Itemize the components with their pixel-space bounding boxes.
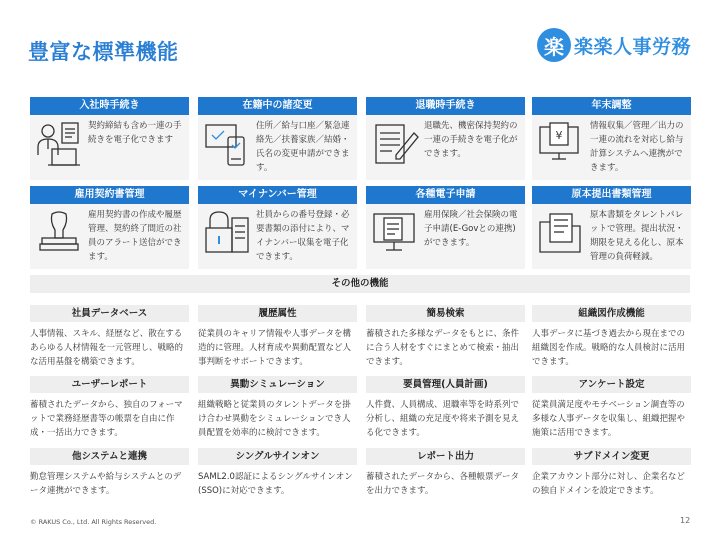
other-feature-text: 人件費、人員構成、退職率等を時系列で分析し、組織の充足度や将来予測を見える化できます。 <box>366 400 520 438</box>
brand-logo-mark: 楽 <box>537 28 571 62</box>
other-feature-title: 簡易検索 <box>366 305 525 322</box>
other-feature-text: 従業員のキャリア情報や人事データを構造的に管理。人材育成や異動配置など人事判断をサポートできます。 <box>198 329 352 367</box>
svg-text:¥: ¥ <box>555 129 563 142</box>
other-feature <box>198 305 357 369</box>
other-features-title: その他の機能 <box>30 275 690 293</box>
other-feature <box>366 448 525 498</box>
copyright-footer: © RAKUS Co., Ltd. All Rights Reserved. <box>30 518 157 526</box>
feature-title: 退職時手続き <box>366 97 525 115</box>
feature-text: 情報収集／管理／出力の一連の流れを対応し給与計算システムへ連携ができます。 <box>590 121 684 173</box>
other-feature <box>198 376 357 440</box>
feature-title: マイナンバー管理 <box>198 186 357 204</box>
feature-text: 退職先、機密保持契約の一連の手続きを電子化ができます。 <box>424 121 518 159</box>
feature-card <box>30 97 189 180</box>
feature-card <box>366 186 525 269</box>
brand-name: 楽楽人事労務 <box>574 35 692 58</box>
other-feature <box>30 376 189 440</box>
feature-card <box>532 186 691 269</box>
feature-card <box>532 97 691 180</box>
document-pen-icon <box>370 119 420 171</box>
other-feature-text: 蓄積されたデータから、独自のフォーマットで業務経歴書等の帳票を自由に作成・一括出力できます。 <box>30 400 183 438</box>
other-feature <box>532 305 691 369</box>
feature-card <box>198 97 357 180</box>
feature-title: 在籍中の諸変更 <box>198 97 357 115</box>
yen-monitor-icon <box>536 119 586 171</box>
other-feature-title: サブドメイン変更 <box>532 448 691 465</box>
feature-title: 雇用契約書管理 <box>30 186 189 204</box>
other-feature <box>532 448 691 498</box>
other-feature-text: 勤怠管理システムや給与システムとのデータ連携ができます。 <box>30 472 182 496</box>
stamp-icon <box>34 208 84 260</box>
feature-title: 各種電子申請 <box>366 186 525 204</box>
feature-text: 契約締結も含め一連の手続きを電子化できます <box>88 121 182 145</box>
id-lock-icon <box>202 208 252 260</box>
onboarding-icon <box>34 119 84 171</box>
feature-title: 原本提出書類管理 <box>532 186 691 204</box>
other-feature-title: シングルサインオン <box>198 448 357 465</box>
other-feature-text: 蓄積されたデータから、各種帳票データを出力できます。 <box>366 472 520 496</box>
brand-logo <box>537 28 691 62</box>
feature-text: 雇用保険／社会保険の電子申請(E-Govとの連携)ができます。 <box>424 210 518 248</box>
other-feature-text: 蓄積された多様なデータをもとに、条件に合う人材をすぐにまとめて検索・抽出できます。 <box>366 329 520 367</box>
monitor-document-icon <box>370 208 420 260</box>
other-feature-title: 履歴属性 <box>198 305 357 322</box>
feature-card <box>366 97 525 180</box>
other-feature <box>198 448 357 498</box>
other-feature-title: ユーザーレポート <box>30 376 189 393</box>
feature-text: 雇用契約書の作成や履歴管理、契約終了間近の社員のアラート送信ができます。 <box>88 210 182 262</box>
feature-text: 社員からの番号登録・必要書類の添付により、マイナンバー収集を電子化できます。 <box>256 210 350 262</box>
other-feature-title: 社員データベース <box>30 305 189 322</box>
other-feature-title: レポート出力 <box>366 448 525 465</box>
other-feature-title: 他システムと連携 <box>30 448 189 465</box>
other-feature-text: 従業員満足度やモチベーション調査等の多様な人事データを収集し、組織把握や施策に活用できます。 <box>532 400 686 438</box>
other-feature <box>30 305 189 369</box>
other-feature-title: アンケート設定 <box>532 376 691 393</box>
other-feature-text: 企業アカウント部分に対し、企業名などの独自ドメインを設定できます。 <box>532 472 685 496</box>
other-feature-text: 組織戦略と従業員のタレントデータを掛け合わせ異動をシミュレーションでき人員配置を効率的に検討できます。 <box>198 400 351 438</box>
mobile-checklist-icon <box>202 119 252 171</box>
page-title: 豊富な標準機能 <box>28 40 179 64</box>
feature-card <box>30 186 189 269</box>
other-feature <box>366 376 525 440</box>
page-number: 12 <box>680 516 691 525</box>
other-feature-title: 要員管理(人員計画) <box>366 376 525 393</box>
feature-title: 入社時手続き <box>30 97 189 115</box>
other-feature-title: 異動シミュレーション <box>198 376 357 393</box>
other-feature <box>30 448 189 498</box>
other-feature-text: 人事情報、スキル、経歴など、散在するあらゆる人材情報を一元管理し、戦略的な活用基盤を構築できます。 <box>30 329 184 367</box>
folder-document-icon <box>536 208 586 260</box>
other-feature <box>532 376 691 440</box>
feature-title: 年末調整 <box>532 97 691 115</box>
feature-text: 原本書類をタレントパレットで管理。提出状況・期限を見える化し、原本管理の負荷軽減。 <box>590 210 684 262</box>
other-feature-text: SAML2.0認証によるシングルサインオン(SSO)に対応できます。 <box>198 472 353 496</box>
other-feature-title: 組織図作成機能 <box>532 305 691 322</box>
other-feature-text: 人事データに基づき過去から現在までの組織図を作成。戦略的な人員検討に活用できます。 <box>532 329 686 367</box>
feature-card <box>198 186 357 269</box>
other-feature <box>366 305 525 369</box>
feature-text: 住所／給与口座／緊急連絡先／扶養家族／結婚・氏名の変更申請ができます。 <box>256 121 350 173</box>
